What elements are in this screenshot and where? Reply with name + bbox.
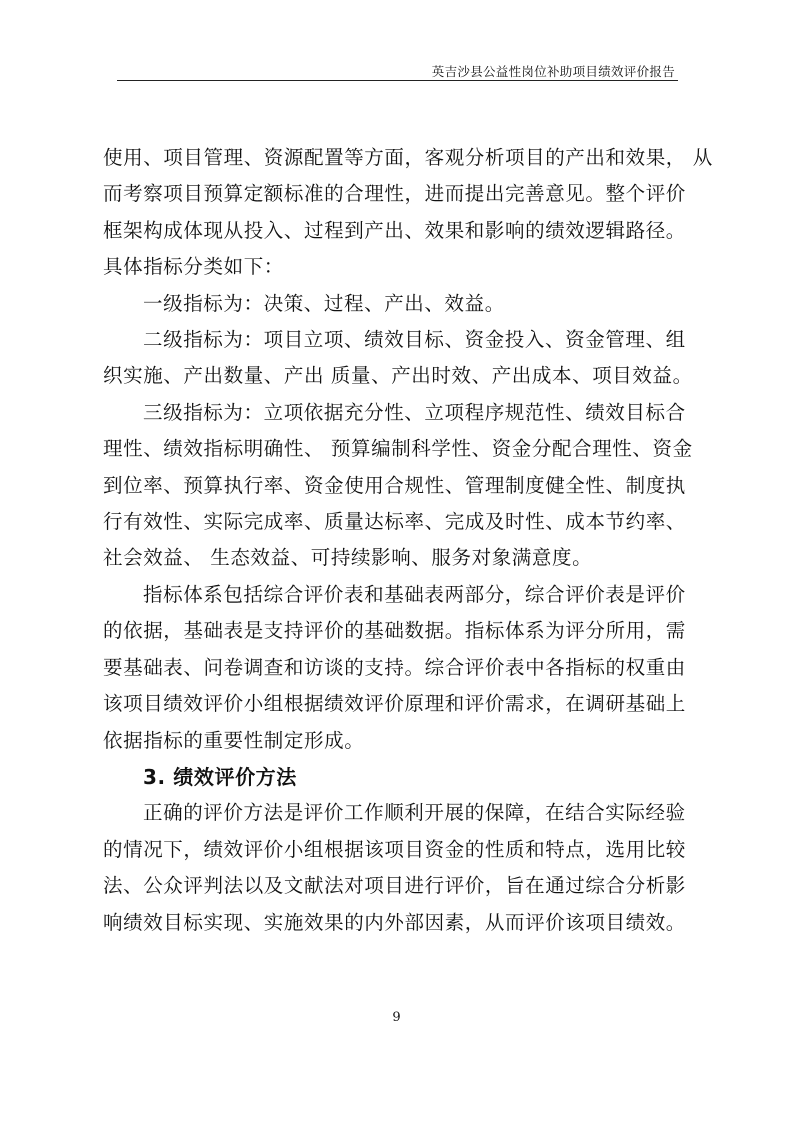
text-line: 三级指标为：立项依据充分性、立项程序规范性、绩效目标合 [143, 400, 686, 424]
text-line: 一级指标为：决策、过程、产出、效益。 [143, 291, 505, 315]
text-line: 响绩效目标实现、实施效果的内外部因素，从而评价该项目绩效。 [103, 910, 686, 934]
text-line: 框架构成体现从投入、过程到产出、效果和影响的绩效逻辑路径。 [103, 218, 686, 242]
text-line: 行有效性、实际完成率、质量达标率、完成及时性、成本节约率、 [103, 510, 686, 534]
text-line: 而考察项目预算定额标准的合理性，进而提出完善意见。整个评价 [103, 182, 686, 206]
header-divider [117, 80, 678, 81]
page-body [103, 140, 713, 941]
text-line: 该项目绩效评价小组根据绩效评价原理和评价需求，在调研基础上 [103, 692, 686, 716]
paragraph-indicator-system [103, 577, 693, 759]
paragraph-level2-indicators [103, 322, 693, 395]
text-line: 使用、项目管理、资源配置等方面，客观分析项目的产出和效果， 从 [103, 146, 713, 169]
text-line: 具体指标分类如下： [103, 255, 284, 279]
paragraph-level3-indicators [103, 395, 693, 577]
running-header: 英吉沙县公益性岗位补助项目绩效评价报告 [431, 64, 675, 79]
text-line: 织实施、产出数量、产出 质量、产出时效、产出成本、项目效益。 [103, 364, 693, 388]
text-line: 法、公众评判法以及文献法对项目进行评价，旨在通过综合分析影 [103, 874, 686, 898]
text-line: 到位率、预算执行率、资金使用合规性、管理制度健全性、制度执 [103, 473, 686, 497]
text-line: 的情况下，绩效评价小组根据该项目资金的性质和特点，选用比较 [103, 837, 686, 861]
section-heading: 3. 绩效评价方法 [143, 764, 297, 789]
text-line: 指标体系包括综合评价表和基础表两部分，综合评价表是评价 [143, 582, 686, 606]
page-number: 9 [392, 1010, 401, 1025]
text-line: 正确的评价方法是评价工作顺利开展的保障，在结合实际经验 [143, 801, 686, 825]
text-line: 二级指标为：项目立项、绩效目标、资金投入、资金管理、组 [143, 328, 686, 352]
text-line: 理性、绩效指标明确性、 预算编制科学性、资金分配合理性、资金 [103, 437, 693, 461]
text-line: 依据指标的重要性制定形成。 [103, 728, 365, 752]
text-line: 的依据，基础表是支持评价的基础数据。指标体系为评分所用，需 [103, 619, 686, 643]
paragraph-evaluation-methods [103, 795, 693, 941]
text-line: 社会效益、 生态效益、可持续影响、服务对象满意度。 [103, 546, 593, 570]
paragraph-level1-indicators [103, 286, 693, 322]
paragraph-framework [103, 140, 713, 286]
text-line: 要基础表、问卷调查和访谈的支持。综合评价表中各指标的权重由 [103, 655, 686, 679]
